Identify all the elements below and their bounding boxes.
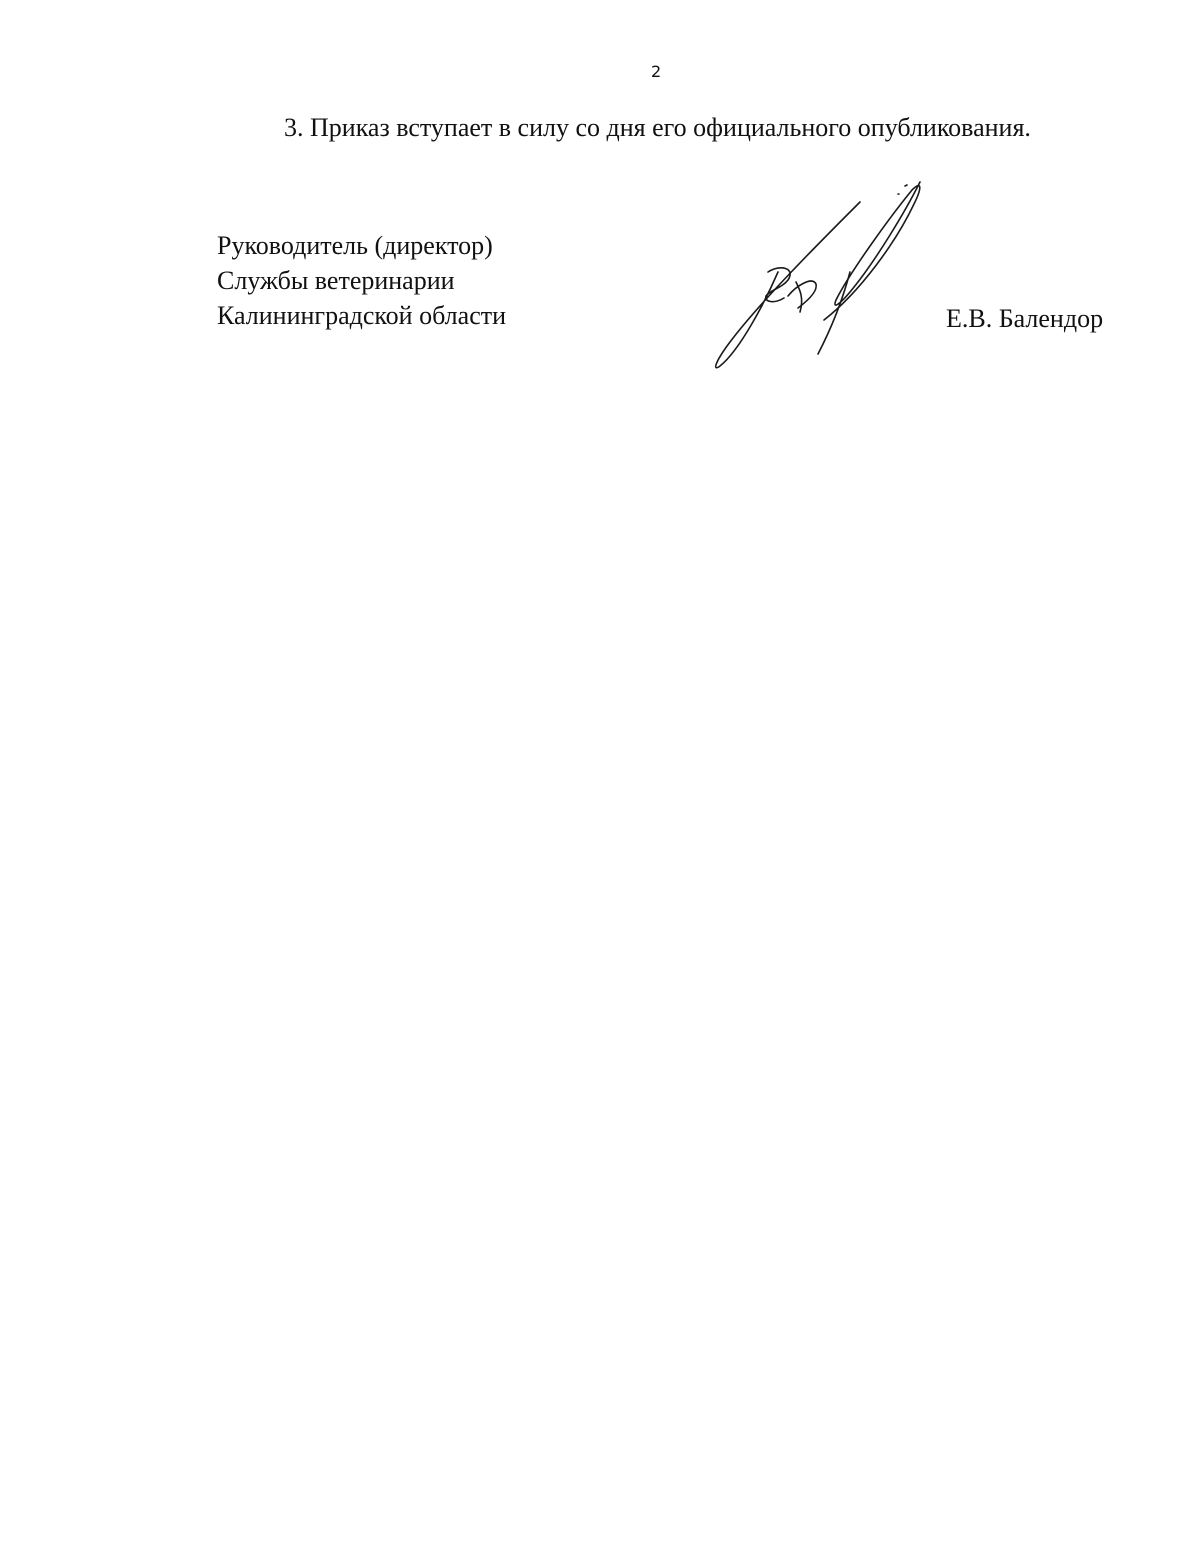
- signature-icon: [700, 172, 940, 382]
- signer-name: Е.В. Балендор: [946, 304, 1104, 333]
- page-number: 2: [651, 62, 662, 81]
- signer-title-line-3: Калининградской области: [217, 301, 507, 330]
- signer-title-line-1: Руководитель (директор): [217, 231, 493, 260]
- signer-title-block: [217, 228, 617, 333]
- signer-title-line-2: Службы ветеринарии: [217, 266, 455, 295]
- paragraph-effective-date: 3. Приказ вступает в силу со дня его официального опубликования.: [284, 113, 1031, 142]
